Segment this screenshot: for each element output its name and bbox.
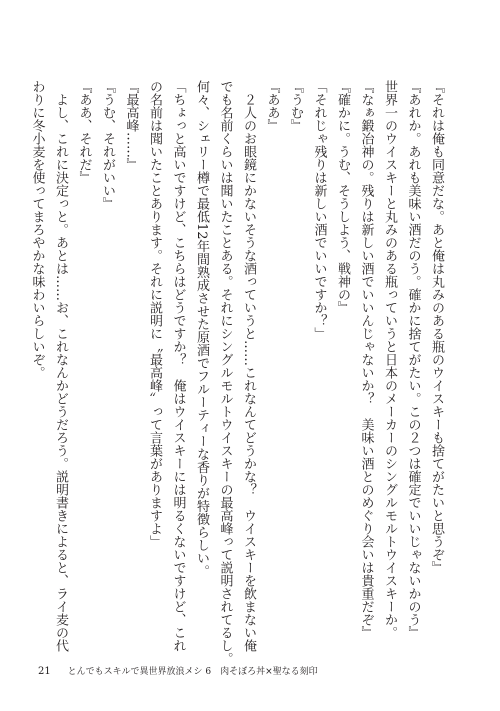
text-line: 『最高峰……』 — [123, 80, 139, 171]
text-line: 『ああ、それだ』 — [76, 80, 92, 184]
text-line: 世界一のウイスキーと丸みのある瓶っていうと日本のメーカーのシングルモルトウイスキーか。 — [382, 80, 397, 639]
text-line: 『うむ、それがいい』 — [100, 80, 115, 210]
running-title: とんでもスキルで異世界放浪メシ 6 肉そぼろ丼×聖なる刻印 — [67, 667, 318, 677]
text-line: ２人のお眼鏡にかないそうな酒っていうと……これなんてどうかな？ ウイスキーを飲まない俺 — [241, 80, 256, 652]
text-line: 何々、シェリー樽で最低12年間熟成させた原酒でフルーティーな香りが特徴らしい。 — [194, 80, 209, 578]
text-line: 「ちょっと高いですけど、こちらはどうですか？ 俺はウイスキーには明るくないですけど、これ — [170, 80, 186, 652]
text-line: わりに冬小麦を使ってまろやかな味わいらしいぞ。 — [29, 80, 45, 379]
page-footer — [38, 664, 318, 677]
text-line: 「それじゃ残りは新しい酒でいいですか？」 — [311, 80, 327, 340]
text-line: 『なぁ鍛冶神の。残りは新しい酒でいいんじゃないか？ 美味い酒とのめぐり会いは貴重だぞ』 — [358, 80, 374, 639]
text-line: 『ああ』 — [264, 80, 280, 132]
body-text — [29, 80, 448, 665]
text-line: 『あれか。あれも美味い酒だのう。確かに捨てがたい。この２つは確定でいいじゃないかのう』 — [405, 80, 421, 639]
text-line: でも名前くらいは聞いたことある。それにシングルモルトウイスキーの最高峰って説明されてるし。 — [217, 80, 233, 665]
text-line: 『うむ』 — [288, 80, 303, 132]
text-line: よし、これに決定っと。あとは……お、これなんかどうだろう。説明書きによると、ライ麦の代 — [53, 80, 68, 652]
text-line: 『確かに。うむ、そうしよう、戦神の』 — [335, 80, 350, 314]
text-line: の名前は聞いたことあります。それに説明に〝最高峰〟って言葉がありますよ」 — [147, 80, 162, 548]
text-line: 『それは俺も同意だな。あと俺は丸みのある瓶のウイスキーも捨てがたいと思うぞ』 — [429, 80, 444, 574]
page-number: 21 — [38, 666, 51, 677]
